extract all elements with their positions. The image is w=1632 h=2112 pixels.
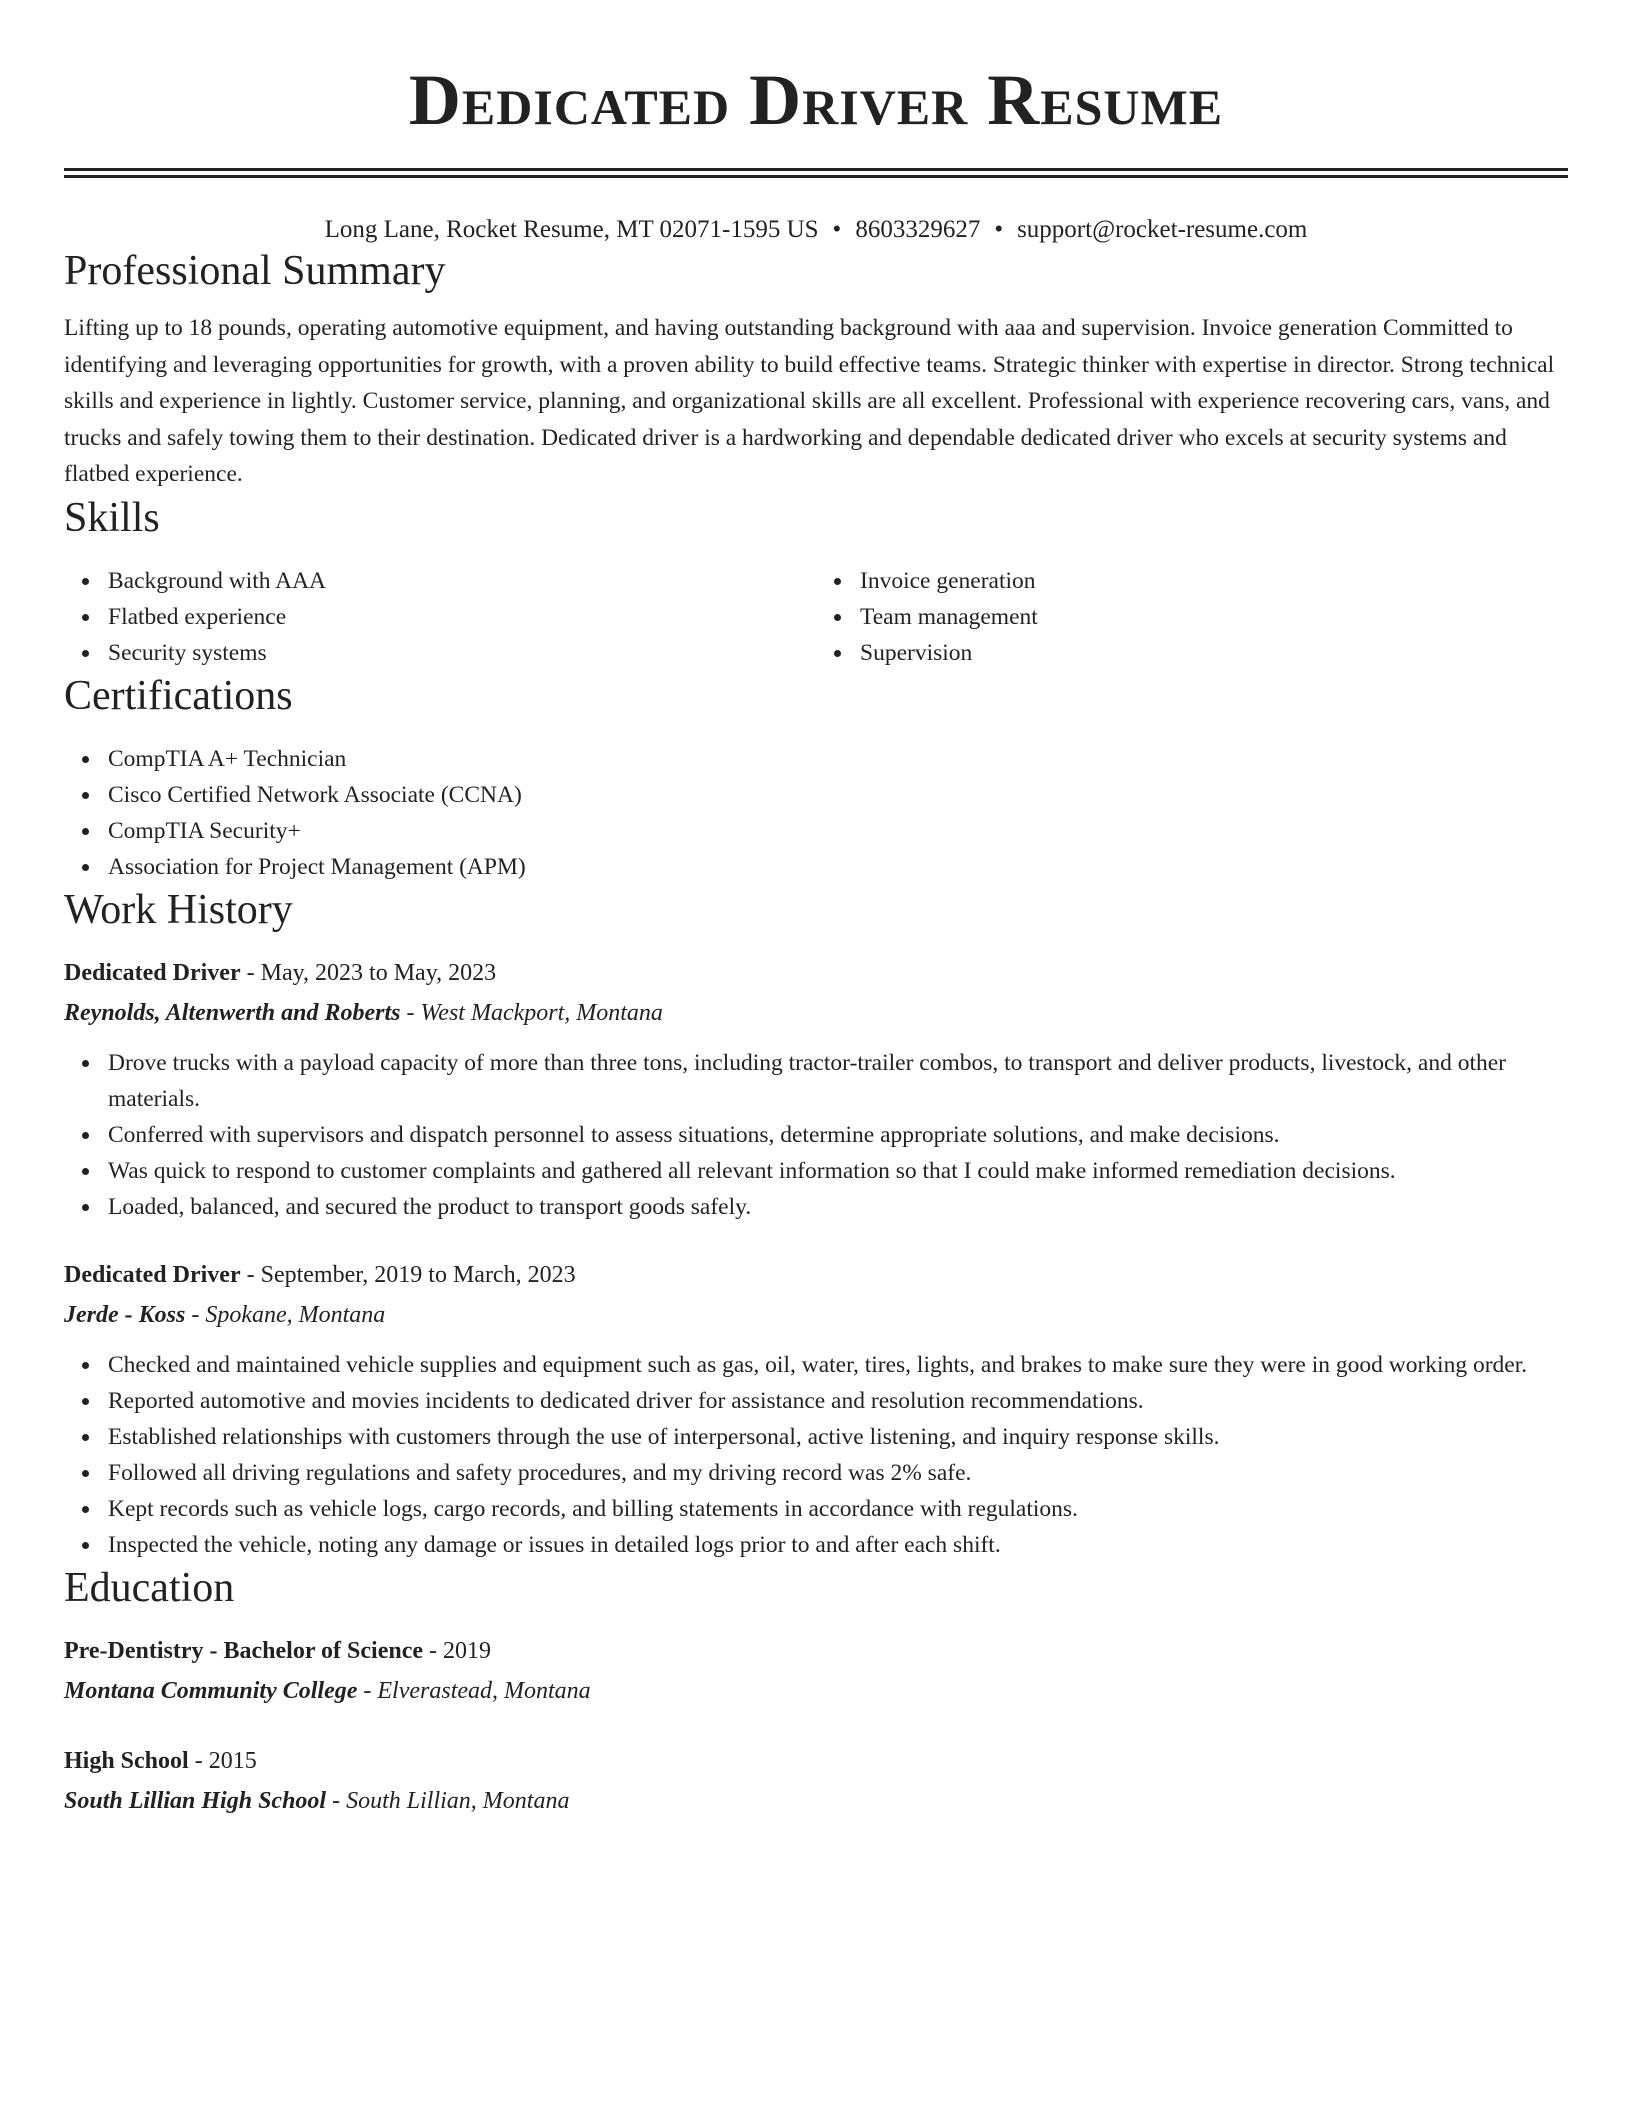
education-year: 2015 bbox=[208, 1747, 257, 1774]
contact-address: Long Lane, Rocket Resume, MT 02071-1595 US bbox=[324, 216, 819, 243]
title-divider bbox=[64, 168, 1568, 178]
contact-email: support@rocket-resume.com bbox=[1017, 216, 1308, 243]
skills-list-right bbox=[816, 563, 1568, 671]
skill-item: Flatbed experience bbox=[108, 599, 816, 635]
job-company: Jerde - Koss bbox=[64, 1301, 186, 1328]
job-dates: September, 2019 to March, 2023 bbox=[260, 1261, 576, 1288]
job-bullet: Established relationships with customers through the use of interpersonal, active listening, and inquiry response skills. bbox=[108, 1419, 1568, 1455]
job-bullet: Loaded, balanced, and secured the product to transport goods safely. bbox=[108, 1189, 1568, 1225]
job-bullets bbox=[64, 1045, 1568, 1225]
skill-item: Team management bbox=[860, 599, 1568, 635]
job-header: Dedicated Driver - May, 2023 to May, 2023 bbox=[64, 959, 497, 986]
certification-item: CompTIA A+ Technician bbox=[108, 741, 1568, 777]
certification-item: CompTIA Security+ bbox=[108, 813, 1568, 849]
education-entry bbox=[64, 1631, 1568, 1711]
job-dates: May, 2023 to May, 2023 bbox=[260, 959, 497, 986]
job-header: Dedicated Driver - September, 2019 to March, 2023 bbox=[64, 1261, 576, 1288]
job-bullet: Conferred with supervisors and dispatch personnel to assess situations, determine appropriate solutions, and make decisions. bbox=[108, 1117, 1568, 1153]
skill-item: Security systems bbox=[108, 635, 816, 671]
summary-text: Lifting up to 18 pounds, operating automotive equipment, and having outstanding background with aaa and supervision. Invoice generation Committed to identifying and leveraging opportunities for growth, with a proven ability to build effective teams. Strategic thinker with expertise in director. Strong technical skills and experience in lightly. Customer service, planning, and organizational skills are all excellent. Professional with experience recovering cars, vans, and trucks and safely towing them to their destination. Dedicated driver is a hardworking and dependable dedicated driver who excels at security systems and flatbed experience. bbox=[64, 315, 1555, 487]
job-company: Reynolds, Altenwerth and Roberts bbox=[64, 999, 401, 1026]
education-school: South Lillian High School bbox=[64, 1787, 327, 1814]
job-bullet: Drove trucks with a payload capacity of more than three tons, including tractor-trailer combos, to transport and deliver products, livestock, and other materials. bbox=[108, 1045, 1568, 1117]
skill-item: Invoice generation bbox=[860, 563, 1568, 599]
certification-item: Cisco Certified Network Associate (CCNA) bbox=[108, 777, 1568, 813]
education-school-line: Montana Community College - Elverastead, Montana bbox=[64, 1677, 591, 1704]
job-bullet: Checked and maintained vehicle supplies and equipment such as gas, oil, water, tires, lights, and brakes to make sure they were in good working order. bbox=[108, 1347, 1568, 1383]
contact-separator: • bbox=[832, 216, 842, 243]
skills-heading: Skills bbox=[64, 494, 160, 541]
job-location: Spokane, Montana bbox=[205, 1301, 386, 1328]
skills-grid bbox=[64, 563, 1568, 671]
contact-separator: • bbox=[994, 216, 1004, 243]
contact-line bbox=[64, 214, 1568, 246]
summary-heading: Professional Summary bbox=[64, 248, 446, 294]
job-bullet: Was quick to respond to customer complaints and gathered all relevant information so that I could make informed remediation decisions. bbox=[108, 1153, 1568, 1189]
job-bullet: Followed all driving regulations and safety procedures, and my driving record was 2% safe. bbox=[108, 1455, 1568, 1491]
certification-item: Association for Project Management (APM) bbox=[108, 849, 1568, 885]
education-header: High School - 2015 bbox=[64, 1747, 257, 1774]
job-title: Dedicated Driver bbox=[64, 959, 241, 986]
job-location: West Mackport, Montana bbox=[420, 999, 663, 1026]
education-school: Montana Community College bbox=[64, 1677, 358, 1704]
job-bullet: Inspected the vehicle, noting any damage or issues in detailed logs prior to and after each shift. bbox=[108, 1527, 1568, 1563]
skill-item: Background with AAA bbox=[108, 563, 816, 599]
job-bullets bbox=[64, 1347, 1568, 1563]
job-employer: Reynolds, Altenwerth and Roberts - West Mackport, Montana bbox=[64, 999, 663, 1026]
education-location: Elverastead, Montana bbox=[377, 1677, 591, 1704]
education-entry bbox=[64, 1741, 1568, 1821]
education-degree: Pre-Dentistry - Bachelor of Science bbox=[64, 1637, 424, 1664]
job-bullet: Reported automotive and movies incidents to dedicated driver for assistance and resolution recommendations. bbox=[108, 1383, 1568, 1419]
job-entry bbox=[64, 953, 1568, 1225]
certifications-list bbox=[64, 741, 1568, 885]
skill-item: Supervision bbox=[860, 635, 1568, 671]
resume-title: Dedicated Driver Resume bbox=[408, 60, 1224, 140]
work-history-heading: Work History bbox=[64, 886, 293, 933]
education-year: 2019 bbox=[443, 1637, 492, 1664]
job-title: Dedicated Driver bbox=[64, 1261, 241, 1288]
education-school-line: South Lillian High School - South Lillian, Montana bbox=[64, 1787, 570, 1814]
contact-phone: 8603329627 bbox=[855, 216, 981, 243]
job-entry bbox=[64, 1255, 1568, 1563]
education-header: Pre-Dentistry - Bachelor of Science - 2019 bbox=[64, 1637, 492, 1664]
skills-list-left bbox=[64, 563, 816, 671]
education-degree: High School bbox=[64, 1747, 189, 1774]
education-location: South Lillian, Montana bbox=[346, 1787, 570, 1814]
certifications-heading: Certifications bbox=[64, 672, 293, 719]
job-bullet: Kept records such as vehicle logs, cargo records, and billing statements in accordance with regulations. bbox=[108, 1491, 1568, 1527]
education-heading: Education bbox=[64, 1564, 235, 1611]
job-employer: Jerde - Koss - Spokane, Montana bbox=[64, 1301, 386, 1328]
